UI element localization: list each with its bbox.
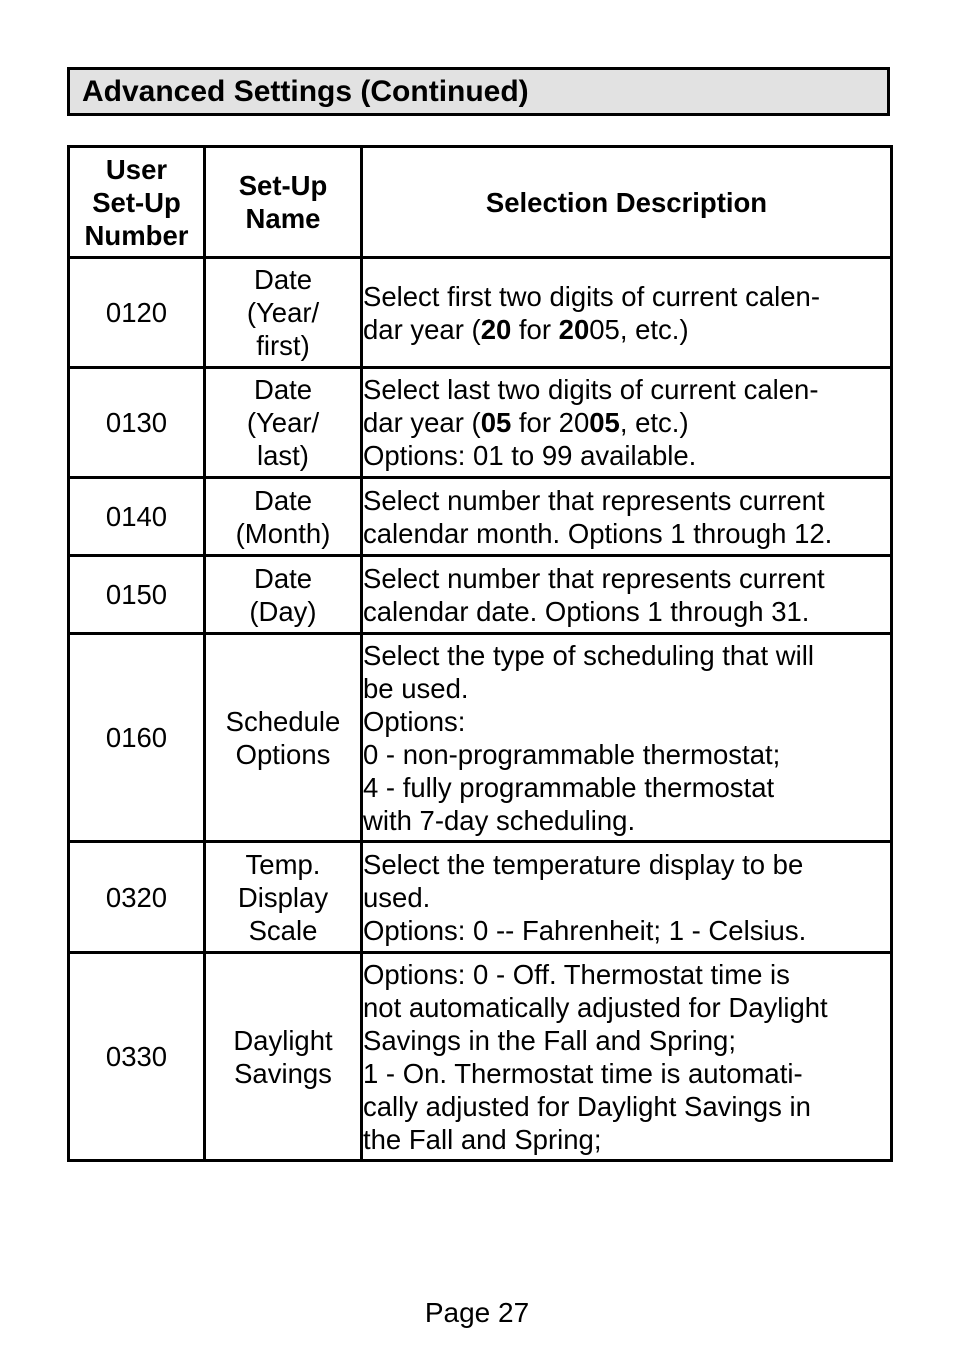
setup-number: 0320 (69, 842, 205, 953)
table-row (69, 258, 892, 368)
section-title: Advanced Settings (Continued) (82, 75, 529, 108)
selection-description: Options: 0 - Off. Thermostat time is not automatically adjusted for Daylight Savings in the Fall and Spring; 1 - On. Thermostat time is automati- cally adjusted for Daylight Savings in the Fall and Spring; (362, 953, 892, 1161)
setup-number: 0150 (69, 556, 205, 634)
table-row (69, 368, 892, 478)
setup-number: 0140 (69, 478, 205, 556)
header-set-up-name: Set-Up Name (205, 147, 362, 258)
table-row (69, 478, 892, 556)
setup-name: Temp. Display Scale (205, 842, 362, 953)
setup-name: Date (Year/ first) (205, 258, 362, 368)
setup-name: Date (Day) (205, 556, 362, 634)
table-row (69, 953, 892, 1161)
selection-description: Select first two digits of current calen- dar year (20 for 2005, etc.) (362, 258, 892, 368)
table-row (69, 634, 892, 842)
setup-name: Date (Month) (205, 478, 362, 556)
section-header (67, 67, 890, 116)
setup-name: Date (Year/ last) (205, 368, 362, 478)
table-row (69, 556, 892, 634)
setup-number: 0130 (69, 368, 205, 478)
selection-description: Select last two digits of current calen- dar year (05 for 2005, etc.) Options: 01 to 99 available. (362, 368, 892, 478)
advanced-settings-table (67, 145, 893, 1162)
header-selection-description: Selection Description (362, 147, 892, 258)
setup-number: 0120 (69, 258, 205, 368)
header-set-up-number: User Set-Up Number (69, 147, 205, 258)
table-header-row (69, 147, 892, 258)
selection-description: Select the type of scheduling that will be used. Options: 0 - non-programmable thermostat; 4 - fully programmable thermostat with 7-day scheduling. (362, 634, 892, 842)
selection-description: Select number that represents current calendar date. Options 1 through 31. (362, 556, 892, 634)
setup-number: 0330 (69, 953, 205, 1161)
selection-description: Select the temperature display to be used. Options: 0 -- Fahrenheit; 1 - Celsius. (362, 842, 892, 953)
setup-name: Daylight Savings (205, 953, 362, 1161)
selection-description: Select number that represents current calendar month. Options 1 through 12. (362, 478, 892, 556)
setup-name: Schedule Options (205, 634, 362, 842)
setup-number: 0160 (69, 634, 205, 842)
table-row (69, 842, 892, 953)
page-number: Page 27 (424, 1297, 530, 1328)
